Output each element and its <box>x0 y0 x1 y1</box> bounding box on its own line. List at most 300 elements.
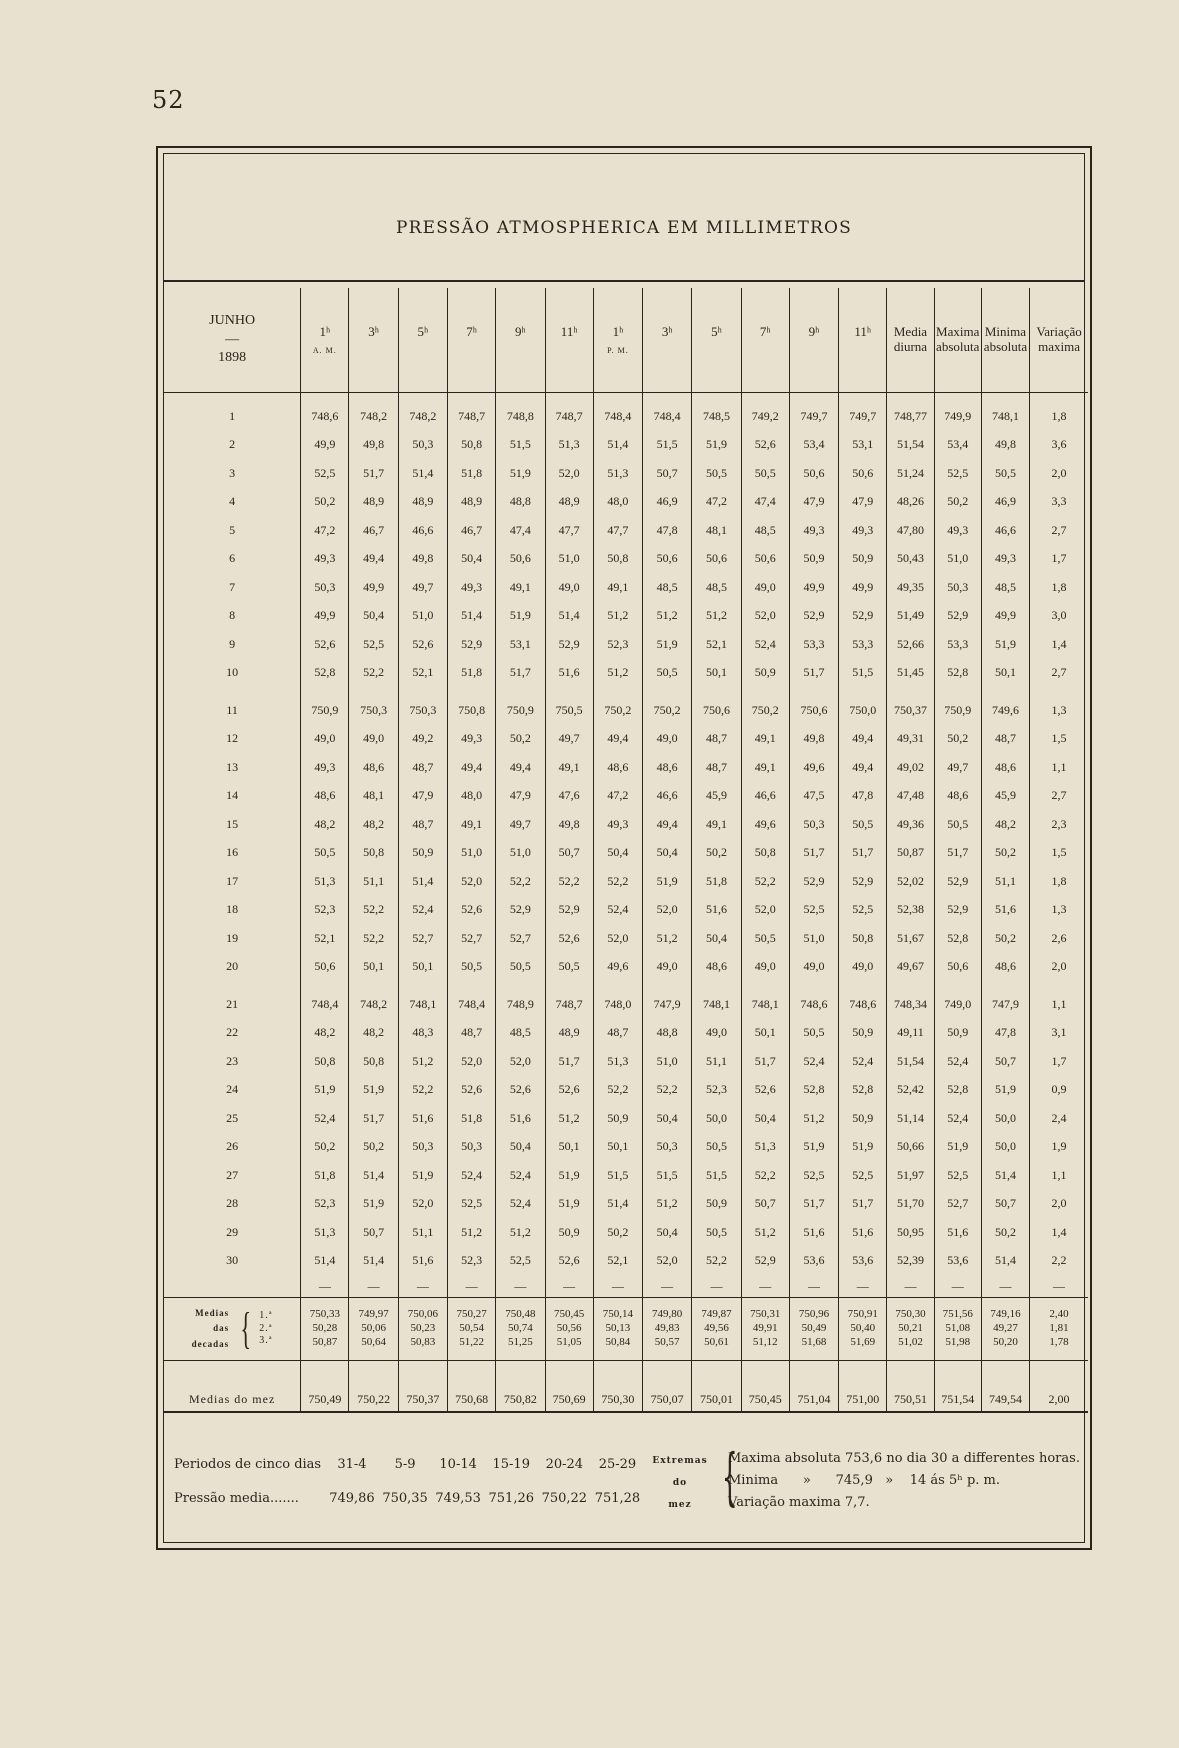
table-cell: 52,4 <box>934 1047 981 1076</box>
table-cell: 52,9 <box>934 602 981 631</box>
table-cell: 48,2 <box>981 810 1029 839</box>
table-cell: 48,9 <box>448 488 496 517</box>
table-cell: 51,9 <box>545 1190 593 1219</box>
dash-cell: — <box>692 1275 741 1298</box>
table-cell: 51,9 <box>496 459 545 488</box>
table-cell: 52,7 <box>934 1190 981 1219</box>
table-cell: 749,2 <box>741 402 789 431</box>
pressure-cell: 751,26 <box>488 1491 534 1506</box>
table-cell: 51,6 <box>692 896 741 925</box>
table-cell: 51,9 <box>839 1133 887 1162</box>
table-cell: 49,4 <box>349 545 398 574</box>
table-cell: 47,9 <box>789 488 838 517</box>
table-cell: 3,3 <box>1030 488 1088 517</box>
table-cell: 49,7 <box>398 573 447 602</box>
table-cell: 49,3 <box>301 753 349 782</box>
table-cell: 51,49 <box>887 602 934 631</box>
table-cell: 51,2 <box>643 602 692 631</box>
table-cell: 49,8 <box>398 545 447 574</box>
table-cell: 49,3 <box>593 810 642 839</box>
table-cell: 52,6 <box>545 1076 593 1105</box>
table-cell: 47,7 <box>545 516 593 545</box>
table-row <box>164 516 1088 545</box>
table-cell: 49,0 <box>545 573 593 602</box>
table-cell: 50,7 <box>545 839 593 868</box>
table-cell: 52,66 <box>887 630 934 659</box>
table-cell: 49,0 <box>643 725 692 754</box>
table-cell: 52,2 <box>741 867 789 896</box>
table-cell: 51,4 <box>593 1190 642 1219</box>
table-cell: 46,6 <box>741 782 789 811</box>
table-cell: 52,8 <box>934 924 981 953</box>
dash-cell: — <box>887 1275 934 1298</box>
table-cell: 3,6 <box>1030 431 1088 460</box>
table-cell: 52,6 <box>301 630 349 659</box>
table-cell: 750,37 <box>887 696 934 725</box>
decade-means-cell: 750,27 50,54 51,22 <box>448 1298 496 1361</box>
table-cell: 748,2 <box>398 402 447 431</box>
table-cell: 52,6 <box>545 924 593 953</box>
table-cell: 48,6 <box>934 782 981 811</box>
table-cell: 51,3 <box>301 867 349 896</box>
table-cell: 53,1 <box>496 630 545 659</box>
table-cell: 52,8 <box>934 659 981 688</box>
table-cell: 51,3 <box>301 1218 349 1247</box>
table-row <box>164 1190 1088 1219</box>
table-cell: 51,6 <box>934 1218 981 1247</box>
table-cell: 748,7 <box>545 402 593 431</box>
hour-header: 11ʰ <box>545 288 593 393</box>
table-cell: 52,9 <box>545 896 593 925</box>
table-cell: 48,5 <box>692 573 741 602</box>
table-cell: 750,0 <box>839 696 887 725</box>
table-cell: 50,3 <box>301 573 349 602</box>
table-cell: 52,5 <box>839 896 887 925</box>
pm-label: P. M. <box>607 345 629 355</box>
table-row <box>164 1218 1088 1247</box>
month-means-cell: 750,49 <box>301 1361 349 1413</box>
table-cell: 51,5 <box>643 431 692 460</box>
table-cell: 50,9 <box>839 545 887 574</box>
table-cell: 49,0 <box>741 953 789 982</box>
table-cell: 750,9 <box>301 696 349 725</box>
table-cell: 51,6 <box>789 1218 838 1247</box>
table-cell: 47,2 <box>593 782 642 811</box>
table-cell: 50,1 <box>349 953 398 982</box>
table-cell: 2,4 <box>1030 1104 1088 1133</box>
table-cell: 51,3 <box>593 459 642 488</box>
table-cell: 748,9 <box>496 990 545 1019</box>
table-cell: 51,5 <box>593 1161 642 1190</box>
table-cell: 1,3 <box>1030 696 1088 725</box>
table-cell: 52,4 <box>398 896 447 925</box>
table-cell: 50,2 <box>934 725 981 754</box>
table-cell: 51,4 <box>301 1247 349 1276</box>
table-cell: 50,6 <box>934 953 981 982</box>
table-cell: 50,5 <box>741 924 789 953</box>
table-cell: 48,0 <box>448 782 496 811</box>
decade-means-cell: 2,40 1,81 1,78 <box>1030 1298 1088 1361</box>
table-cell: 50,2 <box>496 725 545 754</box>
table-cell: 52,9 <box>545 630 593 659</box>
table-cell: 51,2 <box>398 1047 447 1076</box>
table-cell: 51,0 <box>789 924 838 953</box>
table-cell: 52,5 <box>496 1247 545 1276</box>
table-cell: 51,4 <box>593 431 642 460</box>
table-cell: 50,6 <box>301 953 349 982</box>
table-cell: 52,4 <box>496 1190 545 1219</box>
table-cell: 47,8 <box>981 1019 1029 1048</box>
maxima-header: Maxima absoluta <box>934 288 981 393</box>
table-row <box>164 782 1088 811</box>
table-cell: 50,9 <box>545 1218 593 1247</box>
day-label: 27 <box>226 1167 239 1182</box>
table-cell: 748,8 <box>496 402 545 431</box>
table-cell: 52,9 <box>934 896 981 925</box>
table-cell: 49,0 <box>692 1019 741 1048</box>
dash-cell: — <box>448 1275 496 1298</box>
table-cell: 51,2 <box>692 602 741 631</box>
hour-header: 11ʰ <box>839 288 887 393</box>
table-cell: 49,8 <box>981 431 1029 460</box>
table-cell: 50,5 <box>934 810 981 839</box>
month-means-cell: 750,37 <box>398 1361 447 1413</box>
table-cell: 51,1 <box>398 1218 447 1247</box>
table-cell: 750,9 <box>496 696 545 725</box>
table-cell: 51,6 <box>545 659 593 688</box>
table-cell: 51,2 <box>593 659 642 688</box>
table-cell: 51,6 <box>981 896 1029 925</box>
table-cell: 50,8 <box>301 1047 349 1076</box>
dash-cell: — <box>398 1275 447 1298</box>
dash-cell: — <box>301 1275 349 1298</box>
table-cell: 52,5 <box>934 459 981 488</box>
dash-cell <box>164 1275 301 1298</box>
table-cell: 2,7 <box>1030 516 1088 545</box>
table-cell: 51,6 <box>496 1104 545 1133</box>
table-cell: 49,3 <box>448 725 496 754</box>
table-cell: 49,9 <box>789 573 838 602</box>
am-label: A. M. <box>312 345 337 355</box>
day-label: 29 <box>226 1224 239 1239</box>
table-cell: 52,2 <box>398 1076 447 1105</box>
table-cell: 45,9 <box>692 782 741 811</box>
table-cell: 50,4 <box>741 1104 789 1133</box>
table-cell: 48,7 <box>692 725 741 754</box>
decade-means-cell: 750,96 50,49 51,68 <box>789 1298 838 1361</box>
table-cell: 50,1 <box>741 1019 789 1048</box>
extremas-block <box>728 1448 1088 1514</box>
table-cell: 51,9 <box>692 431 741 460</box>
day-label: 26 <box>226 1139 239 1154</box>
table-cell: 50,6 <box>692 545 741 574</box>
table-cell: 750,5 <box>545 696 593 725</box>
month-means-cell: 750,68 <box>448 1361 496 1413</box>
table-cell: 50,9 <box>789 545 838 574</box>
day-label: 22 <box>226 1025 239 1040</box>
table-row <box>164 924 1088 953</box>
table-cell: 51,7 <box>349 1104 398 1133</box>
day-label: 17 <box>226 873 239 888</box>
table-cell: 50,5 <box>692 459 741 488</box>
table-cell: 49,36 <box>887 810 934 839</box>
table-cell: 52,39 <box>887 1247 934 1276</box>
table-cell: 52,3 <box>448 1247 496 1276</box>
decade-means-cell: 749,16 49,27 50,20 <box>981 1298 1029 1361</box>
day-label: 15 <box>226 816 239 831</box>
table-cell: 750,6 <box>692 696 741 725</box>
table-cell: 1,8 <box>1030 402 1088 431</box>
table-cell: 50,2 <box>934 488 981 517</box>
table-cell: 48,6 <box>301 782 349 811</box>
table-cell: 50,4 <box>692 924 741 953</box>
spacer-row <box>164 687 1088 696</box>
table-cell: 50,6 <box>496 545 545 574</box>
table-cell: 52,1 <box>301 924 349 953</box>
table-cell: 50,1 <box>545 1133 593 1162</box>
decade-means-cell: 750,31 49,91 51,12 <box>741 1298 789 1361</box>
month-means-cell: 750,51 <box>887 1361 934 1413</box>
table-cell: 51,2 <box>496 1218 545 1247</box>
table-cell: 750,6 <box>789 696 838 725</box>
table-cell: 50,4 <box>643 1218 692 1247</box>
table-cell: 47,8 <box>643 516 692 545</box>
table-cell: 52,2 <box>349 924 398 953</box>
table-cell: 47,80 <box>887 516 934 545</box>
day-label: 10 <box>226 665 239 680</box>
table-cell: 50,2 <box>981 1218 1029 1247</box>
period-cell: 31-4 <box>337 1457 367 1472</box>
table-row <box>164 953 1088 982</box>
table-cell: 50,8 <box>593 545 642 574</box>
table-cell: 47,2 <box>692 488 741 517</box>
table-cell: 50,5 <box>839 810 887 839</box>
table-cell: 47,7 <box>593 516 642 545</box>
year-label: 1898 <box>218 350 247 366</box>
title-box <box>164 154 1084 282</box>
table-cell: 750,3 <box>349 696 398 725</box>
table-cell: 1,8 <box>1030 867 1088 896</box>
spacer-row <box>164 393 1088 403</box>
table-cell: 748,1 <box>692 990 741 1019</box>
table-cell: 52,5 <box>789 896 838 925</box>
table-cell: 52,1 <box>593 1247 642 1276</box>
table-cell: 50,6 <box>643 545 692 574</box>
header-row <box>164 288 1088 393</box>
month-means-cell: 750,30 <box>593 1361 642 1413</box>
table-cell: 51,4 <box>981 1161 1029 1190</box>
table-cell: 48,5 <box>741 516 789 545</box>
table-cell: 53,1 <box>839 431 887 460</box>
decade-means-cell: 750,06 50,23 50,83 <box>398 1298 447 1361</box>
table-cell: 49,0 <box>741 573 789 602</box>
table-cell: 51,9 <box>496 602 545 631</box>
table-cell: 50,4 <box>496 1133 545 1162</box>
month-means-cell: 750,07 <box>643 1361 692 1413</box>
table-cell: 50,8 <box>349 1047 398 1076</box>
table-cell: 747,9 <box>643 990 692 1019</box>
decade-means-row <box>164 1298 1088 1361</box>
table-cell: 748,5 <box>692 402 741 431</box>
table-cell: 53,6 <box>839 1247 887 1276</box>
hour-header: 3ʰ <box>349 288 398 393</box>
table-cell: 47,8 <box>839 782 887 811</box>
table-cell: 50,9 <box>398 839 447 868</box>
table-cell: 51,1 <box>692 1047 741 1076</box>
table-cell: 51,97 <box>887 1161 934 1190</box>
table-cell: 49,4 <box>839 753 887 782</box>
table-cell: 50,1 <box>593 1133 642 1162</box>
table-cell: 48,9 <box>398 488 447 517</box>
table-cell: 49,6 <box>593 953 642 982</box>
extremas-min: Minima » 745,9 » 14 ás 5ʰ p. m. <box>728 1473 1001 1488</box>
decade-means-cell: 750,30 50,21 51,02 <box>887 1298 934 1361</box>
table-cell: 2,6 <box>1030 924 1088 953</box>
table-row <box>164 402 1088 431</box>
table-cell: 52,8 <box>934 1076 981 1105</box>
table-cell: 51,4 <box>349 1161 398 1190</box>
table-row <box>164 1247 1088 1276</box>
table-cell: 48,7 <box>398 810 447 839</box>
table-cell: 52,9 <box>741 1247 789 1276</box>
day-label: 9 <box>229 636 236 651</box>
pressure-cell: 750,22 <box>541 1491 588 1506</box>
table-cell: 51,4 <box>349 1247 398 1276</box>
table-cell: 51,0 <box>448 839 496 868</box>
table-cell: 51,7 <box>789 1190 838 1219</box>
table-cell: 48,2 <box>349 1019 398 1048</box>
table-cell: 49,4 <box>643 810 692 839</box>
table-cell: 52,1 <box>398 659 447 688</box>
table-cell: 748,34 <box>887 990 934 1019</box>
table-cell: 51,5 <box>839 659 887 688</box>
table-cell: 48,6 <box>349 753 398 782</box>
table-cell: 48,7 <box>981 725 1029 754</box>
table-cell: 49,0 <box>301 725 349 754</box>
table-cell: 52,2 <box>496 867 545 896</box>
table-cell: 748,1 <box>398 990 447 1019</box>
table-cell: 748,4 <box>593 402 642 431</box>
table-cell: 48,7 <box>692 753 741 782</box>
table-cell: 2,7 <box>1030 782 1088 811</box>
table-cell: 52,7 <box>448 924 496 953</box>
table-cell: 50,5 <box>981 459 1029 488</box>
table-cell: 51,7 <box>789 839 838 868</box>
table-cell: 49,6 <box>741 810 789 839</box>
table-cell: 52,4 <box>839 1047 887 1076</box>
table-row <box>164 1104 1088 1133</box>
table-cell: 49,7 <box>496 810 545 839</box>
table-row <box>164 1019 1088 1048</box>
table-cell: 51,0 <box>496 839 545 868</box>
table-cell: 51,0 <box>545 545 593 574</box>
table-cell: 47,9 <box>496 782 545 811</box>
pressure-cell: 749,86 <box>329 1491 375 1506</box>
table-cell: 51,8 <box>448 459 496 488</box>
table-cell: 49,67 <box>887 953 934 982</box>
table-cell: 51,9 <box>301 1076 349 1105</box>
table-row <box>164 459 1088 488</box>
table-cell: 49,02 <box>887 753 934 782</box>
table-cell: 749,0 <box>934 990 981 1019</box>
table-cell: 51,6 <box>839 1218 887 1247</box>
table-cell: 49,3 <box>448 573 496 602</box>
table-cell: 51,9 <box>643 867 692 896</box>
decade-means-cell: 750,91 50,40 51,69 <box>839 1298 887 1361</box>
decade-means-cell: 750,48 50,74 51,25 <box>496 1298 545 1361</box>
table-cell: 1,1 <box>1030 1161 1088 1190</box>
table-cell: 51,5 <box>496 431 545 460</box>
table-cell: 1,1 <box>1030 753 1088 782</box>
table-cell: 52,4 <box>448 1161 496 1190</box>
table-cell: 50,6 <box>789 459 838 488</box>
table-cell: 52,9 <box>448 630 496 659</box>
table-cell: 50,4 <box>643 839 692 868</box>
table-cell: 51,6 <box>398 1104 447 1133</box>
table-cell: 51,9 <box>545 1161 593 1190</box>
table-cell: 52,9 <box>789 867 838 896</box>
table-cell: 748,4 <box>643 402 692 431</box>
table-cell: 52,9 <box>934 867 981 896</box>
table-cell: 51,8 <box>448 659 496 688</box>
table-cell: 49,3 <box>839 516 887 545</box>
table-cell: 48,5 <box>496 1019 545 1048</box>
table-cell: 52,8 <box>839 1076 887 1105</box>
table-row <box>164 659 1088 688</box>
table-cell: 52,5 <box>349 630 398 659</box>
table-cell: 52,3 <box>301 896 349 925</box>
table-cell: 750,8 <box>448 696 496 725</box>
day-label: 4 <box>229 494 236 509</box>
table-cell: 1,3 <box>1030 896 1088 925</box>
pressure-table <box>164 288 1088 1413</box>
table-frame-inner <box>163 153 1085 1543</box>
table-cell: 52,0 <box>398 1190 447 1219</box>
table-row <box>164 696 1088 725</box>
table-cell: 48,8 <box>496 488 545 517</box>
table-cell: 748,2 <box>349 990 398 1019</box>
hour-header: 7ʰ <box>448 288 496 393</box>
table-cell: 51,67 <box>887 924 934 953</box>
table-cell: 50,5 <box>545 953 593 982</box>
table-cell: 52,5 <box>839 1161 887 1190</box>
table-cell: 52,0 <box>741 602 789 631</box>
table-cell: 50,8 <box>839 924 887 953</box>
day-label: 20 <box>226 959 239 974</box>
table-cell: 51,7 <box>789 659 838 688</box>
table-cell: 50,7 <box>349 1218 398 1247</box>
table-cell: 46,9 <box>643 488 692 517</box>
table-cell: 748,0 <box>593 990 642 1019</box>
table-cell: 50,1 <box>398 953 447 982</box>
table-cell: 52,5 <box>789 1161 838 1190</box>
table-cell: 50,7 <box>643 459 692 488</box>
table-cell: 49,3 <box>934 516 981 545</box>
periods-label: Periodos de cinco dias <box>174 1457 322 1472</box>
table-cell: 51,3 <box>545 431 593 460</box>
table-cell: 1,7 <box>1030 1047 1088 1076</box>
table-cell: 50,0 <box>692 1104 741 1133</box>
table-cell: 52,3 <box>692 1076 741 1105</box>
table-cell: 51,9 <box>349 1076 398 1105</box>
table-cell: 52,2 <box>593 1076 642 1105</box>
hour-header: 5ʰ <box>398 288 447 393</box>
table-cell: 50,6 <box>839 459 887 488</box>
table-cell: 50,1 <box>981 659 1029 688</box>
table-cell: 52,6 <box>398 630 447 659</box>
dash-cell: — <box>1030 1275 1088 1298</box>
extremas-max: Maxima absoluta 753,6 no dia 30 a differentes horas. <box>728 1451 1080 1466</box>
